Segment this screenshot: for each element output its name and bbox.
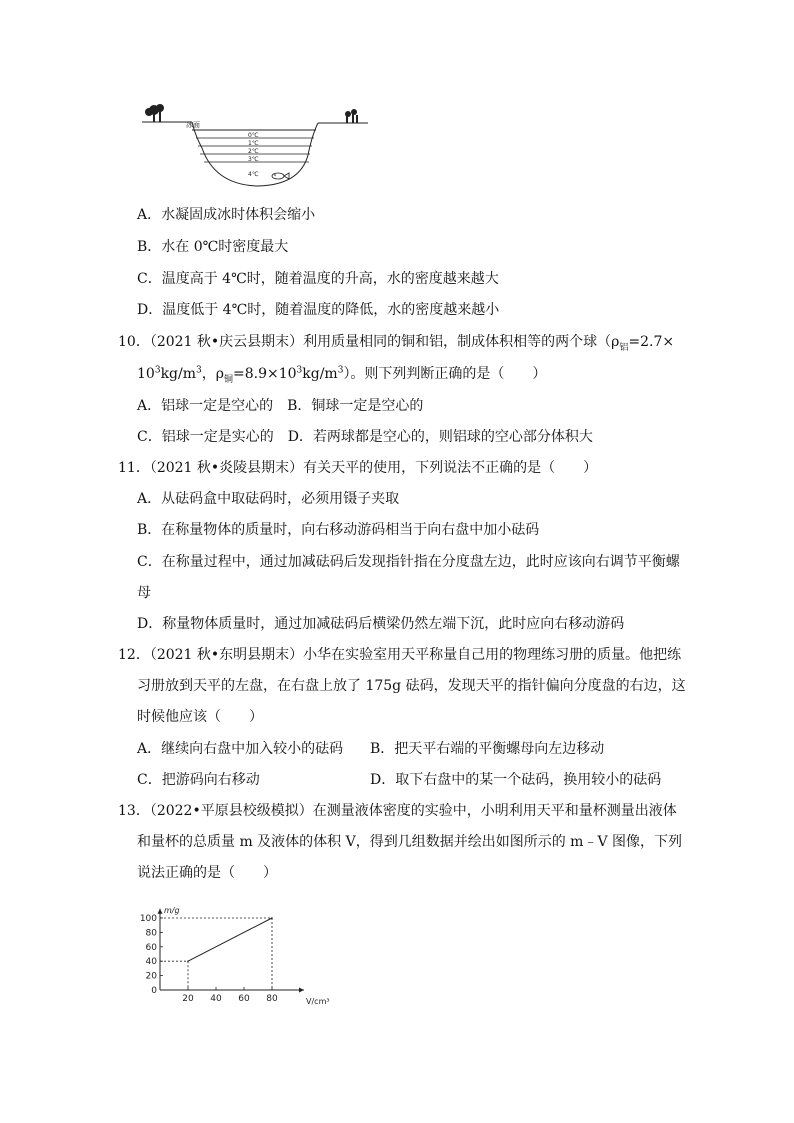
q11-option-c-line2: 母: [137, 585, 151, 601]
q11-option-c-line1: C．在称量过程中，通过加减砝码后发现指针指在分度盘左边，此时应该向右调节平衡螺: [137, 554, 680, 570]
q11-stem: 11．（2021 秋•炎陵县期末）有关天平的使用，下列说法不正确的是（ ）: [118, 460, 598, 476]
data-point-0-0: [187, 960, 189, 962]
q11-option-b: B．在称量物体的质量时，向右移动游码相当于向右盘中加小砝码: [137, 522, 540, 538]
series-line-0: [188, 918, 272, 961]
lake-figure: [140, 100, 370, 200]
x-axis-label: V/cm³: [306, 997, 330, 1006]
q12-stem-line1: 12．（2021 秋•东明县期末）小华在实验室用天平称量自己用的物理练习册的质量。他把练: [118, 647, 682, 663]
q10-exp1: 3: [154, 365, 161, 376]
q10-line2-e: kg/m: [302, 366, 338, 382]
temp-label-2: 2℃: [248, 148, 259, 155]
q13-stem-line2: 和量杯的总质量 m 及液体的体积 V，得到几组数据并绘出如图所示的 m﹣V 图像，下列: [137, 834, 683, 850]
m-v-chart-svg: [138, 893, 348, 1013]
y-tick-label-0: 0: [151, 986, 157, 996]
q13-stem-line1: 13．（2022•平原县校级模拟）在测量液体密度的实验中，小明利用天平和量杯测量出液体: [118, 803, 677, 819]
ice-label: 冰面: [186, 121, 200, 129]
q10-exp4: 3: [337, 365, 344, 376]
chart-axes: [158, 909, 305, 993]
q9-option-b: B．水在 0℃时密度最大: [137, 239, 289, 255]
q11-option-a: A．从砝码盒中取砝码时，必须用镊子夹取: [137, 491, 400, 507]
q10-line1-prefix: 10．（2021 秋•庆云县期末）利用质量相同的铜和铝，制成体积相等的两个球（ρ: [118, 334, 620, 350]
q13-stem-line3: 说法正确的是（ ）: [137, 865, 277, 881]
x-tick-label-60: 60: [238, 994, 250, 1004]
rho-al-sub: 铝: [619, 342, 629, 353]
data-point-0-1: [271, 917, 273, 919]
fish-icon: [272, 173, 289, 179]
q10-line1-suffix: =2.7×: [628, 334, 675, 350]
m-v-chart: [138, 893, 348, 1013]
q10-exp2: 3: [196, 365, 202, 376]
y-tick-label-60: 60: [145, 942, 157, 953]
x-tick-label-20: 20: [182, 994, 194, 1004]
temp-label-4: 4℃: [248, 171, 259, 178]
x-tick-label-40: 40: [210, 994, 222, 1004]
q9-option-c: C．温度高于 4℃时，随着温度的升高，水的密度越来越大: [137, 271, 499, 287]
q12-option-b: B．把天平右端的平衡螺母向左边移动: [370, 741, 605, 757]
q9-option-a: A．水凝固成冰时体积会缩小: [137, 207, 316, 223]
q12-option-c: C．把游码向右移动: [137, 772, 260, 788]
q12-option-d: D．取下右盘中的某一个砝码，换用较小的砝码: [370, 772, 662, 788]
tree-right-icon: [345, 109, 358, 123]
y-tick-label-40: 40: [145, 957, 157, 968]
y-axis-label: m/g: [164, 905, 180, 915]
q12-option-a: A．继续向右盘中加入较小的砝码: [137, 741, 344, 757]
q10-line2-a: 10: [137, 366, 155, 382]
chart-guides: [160, 918, 272, 990]
q10-line2-d: =8.9×10: [232, 366, 297, 382]
q10-exp3: 3: [296, 365, 303, 376]
y-tick-label-20: 20: [145, 971, 157, 982]
temp-label-1: 1℃: [248, 140, 259, 147]
q12-stem-line2: 习册放到天平的左盘，在右盘上放了 175g 砝码，发现天平的指针偏向分度盘的右边，这: [137, 678, 686, 694]
q10-line2-f: ）。则下列判断正确的是（ ）: [343, 366, 547, 382]
temp-label-0: 0℃: [248, 132, 259, 139]
q10-stem-line2: [137, 365, 546, 383]
q10-line2-c: ，ρ: [201, 366, 224, 382]
q9-option-d: D．温度低于 4℃时，随着温度的降低，水的密度越来越小: [137, 302, 500, 318]
tree-left-icon: [145, 104, 164, 122]
q10-line2-b: kg/m: [160, 366, 196, 382]
q10-stem-line1: [118, 333, 674, 351]
lake-diagram: [140, 100, 370, 200]
q10-options-cd: C．铝球一定是实心的 D．若两球都是空心的，则铝球的空心部分体积大: [137, 429, 593, 445]
x-axis-arrow: [299, 988, 304, 993]
rho-cu-sub: 铜: [223, 374, 233, 385]
q11-option-d: D．称量物体质量时，通过加减砝码后横梁仍然左端下沉，此时应向右移动游码: [137, 616, 625, 632]
chart-series: [187, 917, 273, 962]
y-axis-arrow: [158, 909, 163, 914]
y-tick-label-100: 100: [139, 914, 157, 924]
x-tick-label-80: 80: [266, 994, 278, 1004]
q10-options-ab: A．铝球一定是空心的 B．铜球一定是空心的: [137, 398, 424, 414]
temp-label-3: 3℃: [248, 156, 259, 163]
q12-stem-line3: 时候他应该（ ）: [137, 709, 263, 725]
y-tick-label-80: 80: [145, 928, 157, 939]
